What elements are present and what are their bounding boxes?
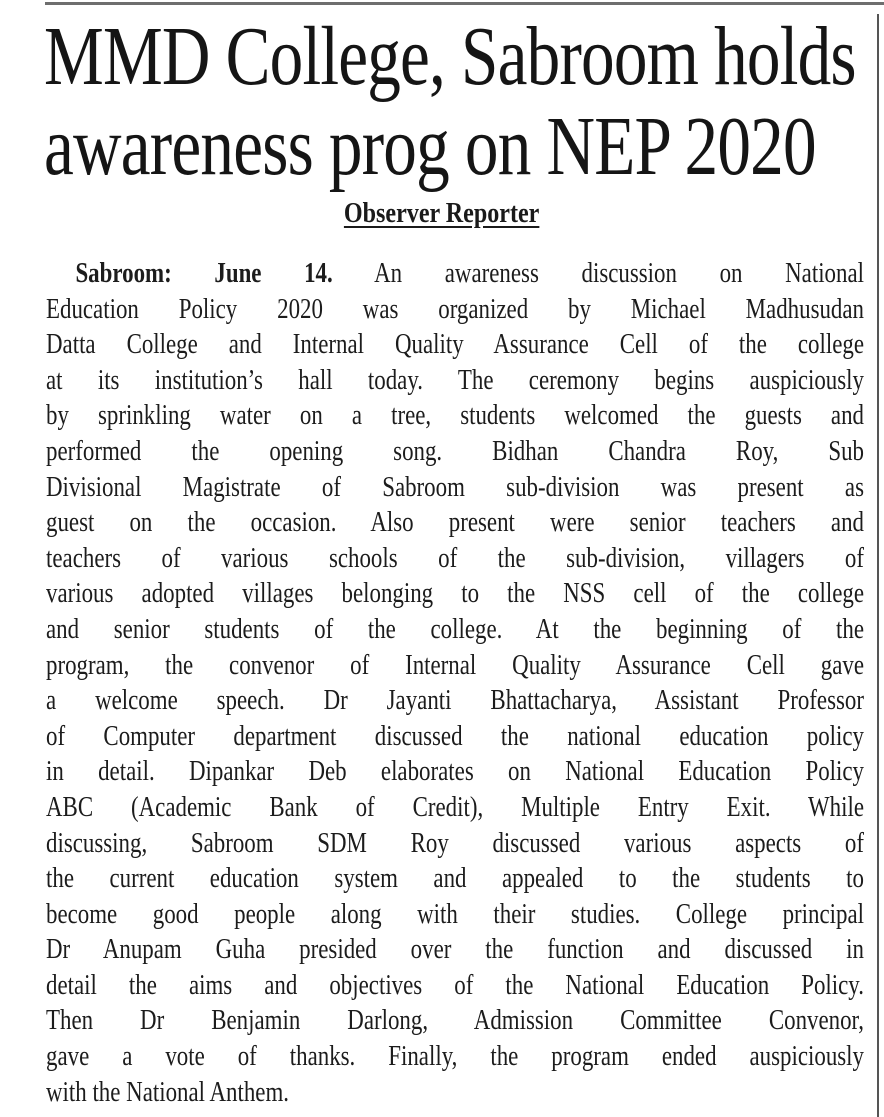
byline-text: Observer Reporter <box>344 198 540 229</box>
body-line: of Computer department discussed the national education policy <box>46 720 864 752</box>
body-line: discussing, Sabroom SDM Roy discussed various aspects of <box>46 827 864 859</box>
headline-line: awareness prog on NEP 2020 <box>44 100 816 193</box>
body-line: in detail. Dipankar Deb elaborates on National Education Policy <box>46 756 864 788</box>
body-line: teachers of various schools of the sub-division, villagers of <box>46 542 864 574</box>
body-line: at its institution’s hall today. The ceremony begins auspiciously <box>46 364 864 396</box>
body-line: gave a vote of thanks. Finally, the program ended auspiciously <box>46 1041 864 1073</box>
body-line: Education Policy 2020 was organized by Michael Madhusudan <box>46 293 864 325</box>
headline <box>44 10 856 193</box>
body-line: a welcome speech. Dr Jayanti Bhattacharya, Assistant Professor <box>46 685 864 717</box>
body-line-text: An awareness discussion on National <box>332 258 865 289</box>
dateline: Sabroom: June 14. <box>75 258 333 289</box>
article-body <box>46 256 864 1110</box>
body-line: Then Dr Benjamin Darlong, Admission Committee Convenor, <box>46 1005 864 1037</box>
headline-line: MMD College, Sabroom holds <box>44 10 856 103</box>
body-line: ABC (Academic Bank of Credit), Multiple Entry Exit. While <box>46 791 864 823</box>
body-line <box>46 256 864 292</box>
body-line: Dr Anupam Guha presided over the function and discussed in <box>46 934 864 966</box>
body-line: Datta College and Internal Quality Assurance Cell of the college <box>46 329 864 361</box>
body-line: and senior students of the college. At the beginning of the <box>46 613 864 645</box>
top-rule <box>45 2 884 5</box>
column-rule <box>877 14 879 1117</box>
body-line: guest on the occasion. Also present were senior teachers and <box>46 507 864 539</box>
body-line: Divisional Magistrate of Sabroom sub-division was present as <box>46 471 864 503</box>
body-line: by sprinkling water on a tree, students welcomed the guests and <box>46 400 864 432</box>
body-line: various adopted villages belonging to the NSS cell of the college <box>46 578 864 610</box>
body-line: the current education system and appealed to the students to <box>46 863 864 895</box>
body-line: program, the convenor of Internal Quality Assurance Cell gave <box>46 649 864 681</box>
body-line: performed the opening song. Bidhan Chandra Roy, Sub <box>46 435 864 467</box>
body-line: detail the aims and objectives of the National Education Policy. <box>46 969 864 1001</box>
byline <box>0 198 884 230</box>
body-line: with the National Anthem. <box>46 1076 289 1108</box>
body-line: become good people along with their studies. College principal <box>46 898 864 930</box>
